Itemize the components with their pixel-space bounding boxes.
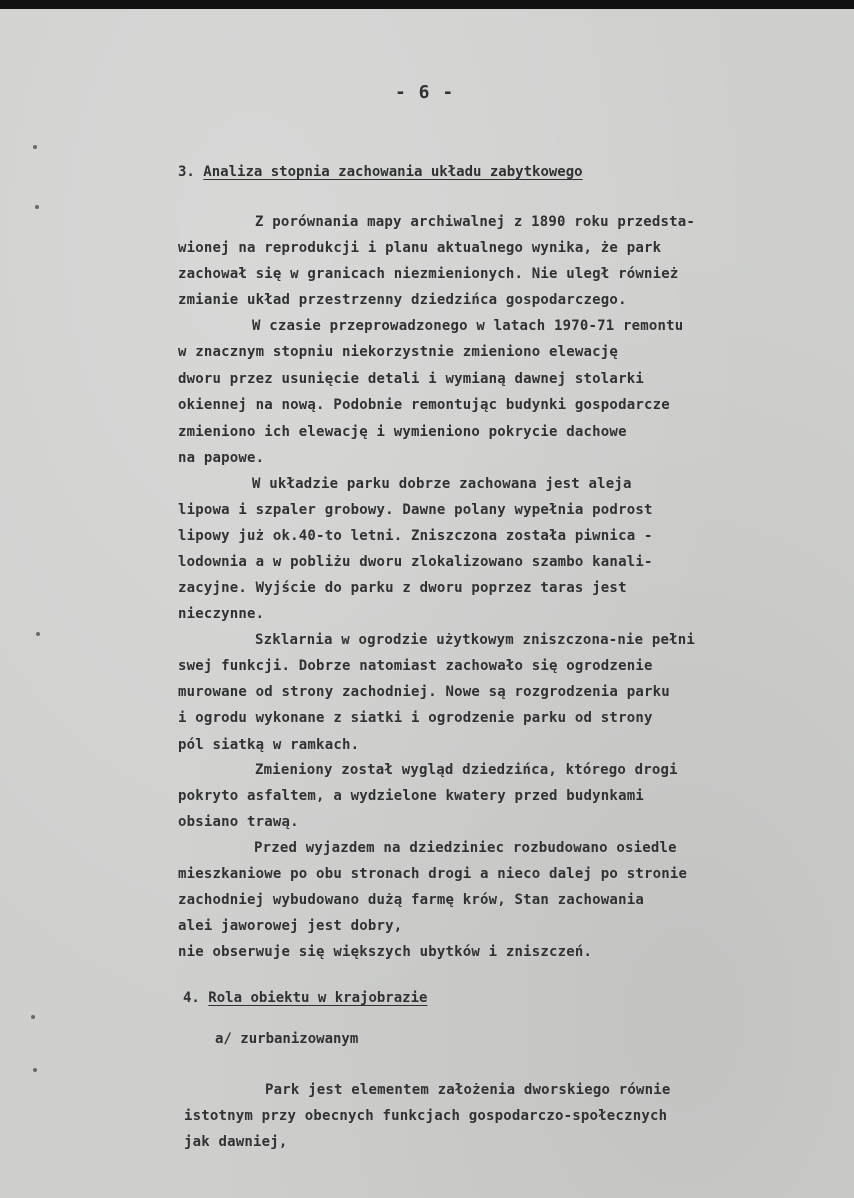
body-line: jak dawniej, [184,1134,288,1150]
subsection-a: a/ zurbanizowanym [215,1031,359,1047]
punch-hole-mark [36,632,40,636]
body-line: nieczynne. [178,606,265,622]
body-line: zmieniono ich elewację i wymieniono pokrycie dachowe [178,424,627,440]
section-3-heading [178,164,583,180]
body-line: lipowa i szpaler grobowy. Dawne polany wypełnia podrost [178,502,653,518]
body-line: swej funkcji. Dobrze natomiast zachowało się ogrodzenie [178,658,653,674]
body-line: zachował się w granicach niezmienionych. Nie uległ również [178,266,679,282]
section-3-title: Analiza stopnia zachowania układu zabytkowego [203,164,583,180]
body-line: obsiano trawą. [178,814,299,830]
body-line: Przed wyjazdem na dziedziniec rozbudowano osiedle [254,840,677,856]
punch-hole-mark [33,1068,37,1072]
body-line: na papowe. [178,450,265,466]
body-line: Szklarnia w ogrodzie użytkowym zniszczona-nie pełni [255,632,696,648]
body-line: okiennej na nową. Podobnie remontując budynki gospodarcze [178,397,670,413]
body-line: pokryto asfaltem, a wydzielone kwatery przed budynkami [178,788,644,804]
section-4-title: Rola obiektu w krajobrazie [208,990,428,1006]
body-line: pól siatką w ramkach. [178,737,360,753]
section-4-number: 4. [183,990,200,1006]
body-line: i ogrodu wykonane z siatki i ogrodzenie parku od strony [178,710,653,726]
body-line: wionej na reprodukcji i planu aktualnego wynika, że park [178,240,662,256]
body-line: Park jest elementem założenia dworskiego równie [265,1082,671,1098]
scan-top-edge [0,0,854,9]
body-line: zacyjne. Wyjście do parku z dworu poprzez taras jest [178,580,627,596]
punch-hole-mark [35,205,39,209]
body-line: istotnym przy obecnych funkcjach gospodarczo-społecznych [184,1108,668,1124]
body-line: dworu przez usunięcie detali i wymianą dawnej stolarki [178,371,644,387]
body-line: W czasie przeprowadzonego w latach 1970-71 remontu [252,318,684,334]
body-line: zmianie układ przestrzenny dziedzińca gospodarczego. [178,292,627,308]
page-number: - 6 - [395,82,455,103]
body-line: zachodniej wybudowano dużą farmę krów, Stan zachowania [178,892,644,908]
body-line: mieszkaniowe po obu stronach drogi a nieco dalej po stronie [178,866,688,882]
body-line: W układzie parku dobrze zachowana jest aleja [252,476,632,492]
section-3-number: 3. [178,164,195,180]
punch-hole-mark [31,1015,35,1019]
body-line: alei jaworowej jest dobry, [178,918,403,934]
body-line: lipowy już ok.40-to letni. Zniszczona została piwnica - [178,528,653,544]
body-line: nie obserwuje się większych ubytków i zniszczeń. [178,944,593,960]
section-4-heading [183,990,427,1006]
punch-hole-mark [33,145,37,149]
body-line: w znacznym stopniu niekorzystnie zmieniono elewację [178,344,619,360]
body-line: Zmieniony został wygląd dziedzińca, którego drogi [255,762,678,778]
body-line: lodownia a w pobliżu dworu zlokalizowano szambo kanali- [178,554,653,570]
body-line: Z porównania mapy archiwalnej z 1890 roku przedsta- [255,214,696,230]
body-line: murowane od strony zachodniej. Nowe są rozgrodzenia parku [178,684,670,700]
